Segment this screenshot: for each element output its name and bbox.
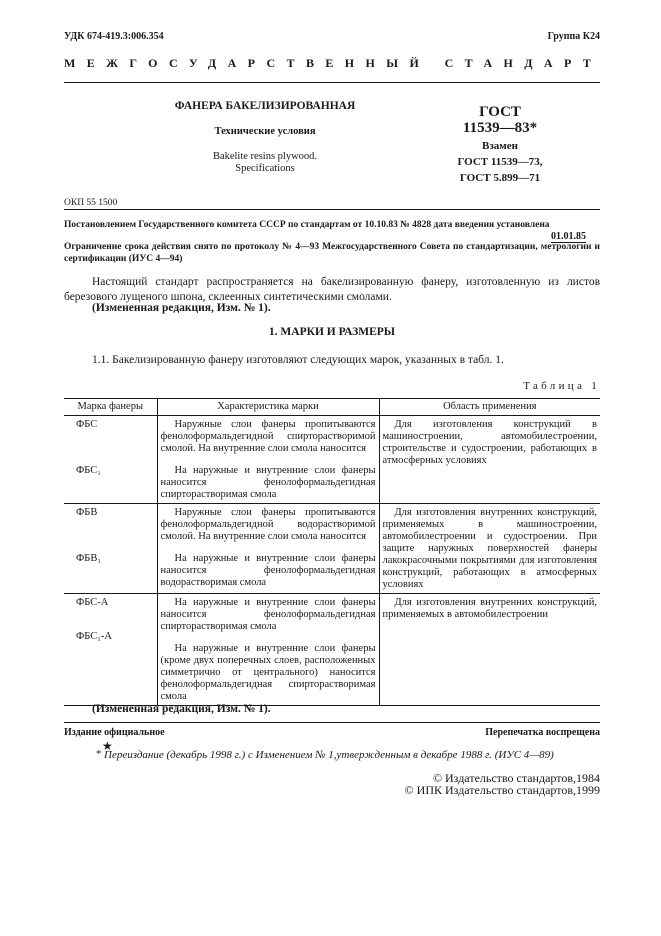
header-grade: Марка фанеры [64,399,157,416]
table-label: Таблица 1 [523,380,600,392]
grade-mark: ФБС [76,419,98,430]
reprint-prohibited: Перепечатка воспрещена [485,727,600,738]
header-application: Область применения [379,399,600,416]
characteristic-cell [157,594,379,706]
characteristic-cell [157,504,379,594]
grade-mark: ФБВ₁ [76,553,101,564]
grade-cell [64,504,157,594]
introduction-date: 01.01.85 [551,231,586,242]
characteristic-text: На наружные и внутренние слои фанеры наносится фенолоформальдегидная водорастворимая смола [160,553,376,588]
characteristic-text: Наружные слои фанеры пропитываются фенолоформальдегидной спирторастворимой смолой. На внутренние слои смола наносится [160,419,376,454]
intro-paragraph: Настоящий стандарт распространяется на бакелизированную фанеру, изготовленную из листов березового лущеного шпона, склеенных синтетическими смолами. [64,276,600,303]
grade-mark: ФБС₁ [76,465,101,476]
copyright-1984: © Издательство стандартов,1984 [432,771,600,785]
standard-banner [64,56,603,71]
header-divider [64,82,600,83]
copyright-1999: © ИПК Издательство стандартов,1999 [404,783,600,797]
characteristic-text: На наружные и внутренние слои фанеры наносится фенолоформальдегидная спирторастворимая смола [160,465,376,500]
reissue-note: Переиздание (декабрь 1998 г.) с Изменением № 1,утвержденным в декабре 1988 г. (ИУС 4—89) [104,749,554,761]
official-edition: Издание официальное [64,727,165,738]
characteristic-text: На наружные и внутренние слои фанеры наносится фенолоформальдегидная спирторастворимая смола [160,597,376,632]
application-cell [379,594,600,706]
standard-banner-text: МЕЖГОСУДАРСТВЕННЫЙ СТАНДАРТ [64,56,603,70]
grade-mark: ФБС-А [76,597,109,608]
okp-divider [64,209,600,210]
group-code: Группа К24 [547,31,600,42]
gost-number: 11539—83* [462,120,538,136]
document-title: ФАНЕРА БАКЕЛИЗИРОВАННАЯ [174,100,356,112]
instead-label: Взамен [482,140,518,152]
intro-revision-note: (Измененная редакция, Изм. № 1). [92,302,271,314]
document-subtitle: Технические условия [214,126,316,137]
characteristic-text: Наружные слои фанеры пропитываются фенолоформальдегидной водорастворимой смолой. На внутренние слои смола наносится [160,507,376,542]
table-row [64,594,600,706]
english-subtitle: Specifications [235,163,295,174]
application-text: Для изготовления конструкций в машиностроении, автомобилестроении, строительстве и судостроении, работающих в атмосферных условиях [382,419,597,466]
limitation-note: Ограничение срока действия снято по протоколу № 4—93 Межгосударственного Совета по стандартизации, метрологии и сертификации (ИУС 4—94) [64,242,600,264]
characteristic-cell [157,416,379,504]
table-revision-note: (Измененная редакция, Изм. № 1). [92,703,271,715]
header-characteristic: Характеристика марки [157,399,379,416]
footnote-asterisk: * [96,748,102,760]
star-mark: ★ [102,739,113,753]
section-paragraph: 1.1. Бакелизированную фанеру изготовляют следующих марок, указанных в табл. 1. [92,354,504,366]
grade-cell [64,594,157,706]
english-title: Bakelite resins plywood. [212,151,318,162]
footer-divider [64,722,600,723]
replaced-standard-2: ГОСТ 5.899—71 [459,172,541,184]
application-text: Для изготовления внутренних конструкций, применяемых в машиностроении, автомобилестроении и судостроении. При защите наружных поверхностей фанеры лакокрасочными покрытиями для изготовления конструкций, работающих в атмосферных условиях [382,507,597,590]
udc-code: УДК 674-419.3:006.354 [64,31,164,42]
replaced-standard-1: ГОСТ 11539—73, [457,156,543,168]
grade-cell [64,416,157,504]
application-text: Для изготовления внутренних конструкций, применяемых в автомобилестроении [382,597,597,620]
grade-mark: ФБС₁-А [76,631,112,642]
gost-label: ГОСТ [479,104,521,120]
table-header-row [64,399,600,416]
decree-line: Постановлением Государственного комитета СССР по стандартам от 10.10.83 № 4828 дата введения установлена [64,220,550,230]
grade-mark: ФБВ [76,507,98,518]
application-cell [379,416,600,504]
section-heading: 1. МАРКИ И РАЗМЕРЫ [268,326,396,338]
characteristic-text: На наружные и внутренние слои фанеры (кроме двух поперечных слоев, расположенных симметрично от центрального) наносится фенолоформальдегидная спирторастворимая смола [160,643,376,702]
grades-table [64,398,600,706]
application-cell [379,504,600,594]
okp-code: ОКП 55 1500 [64,198,118,208]
table-row [64,504,600,594]
table-row [64,416,600,504]
